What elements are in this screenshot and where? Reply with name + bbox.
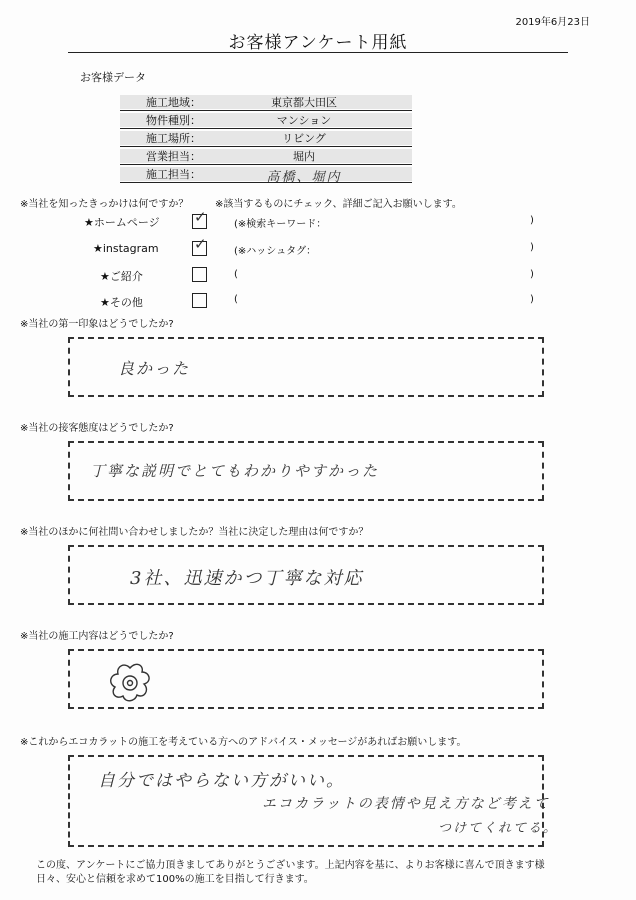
area-value: 東京都大田区 xyxy=(271,96,337,109)
option-homepage-label: ★ホームページ xyxy=(84,216,160,229)
option-other-label: ★その他 xyxy=(100,296,143,309)
area-label: 施工地域： xyxy=(146,96,201,109)
answer-advice-line-3: つけてくれてる。 xyxy=(438,821,559,836)
question-work-quality: ※当社の施工内容はどうでしたか? xyxy=(20,631,174,642)
option-homepage-close: ) xyxy=(530,215,534,226)
option-other-checkbox[interactable] xyxy=(192,293,207,308)
hashtag-field[interactable]: (※ハッシュタグ： xyxy=(234,246,317,257)
other-field[interactable]: ( xyxy=(234,294,238,305)
answer-other-companies: 3社、迅速かつ丁寧な対応 xyxy=(130,568,364,589)
answer-first-impression: 良かった xyxy=(118,359,191,378)
property-value: マンション xyxy=(276,114,332,127)
footer-line-1: この度、アンケートにご協力頂きましてありがとうございます。上記内容を基に、よりお客様に喜んで頂きます様 xyxy=(36,860,545,871)
question-first-impression: ※当社の第一印象はどうでしたか? xyxy=(20,319,174,330)
customer-row-area xyxy=(120,92,412,111)
title-underline xyxy=(68,52,568,53)
question-advice: ※これからエコカラットの施工を考えている方へのアドバイス・メッセージがあればお願いします。 xyxy=(20,737,467,748)
option-referral-close: ) xyxy=(530,269,534,280)
installer-label: 施工担当： xyxy=(146,168,201,181)
customer-row-property xyxy=(120,110,412,129)
page-title: お客様アンケート用紙 xyxy=(228,33,408,53)
check-mark-icon: ✓ xyxy=(194,235,207,253)
sales-label: 営業担当： xyxy=(146,150,201,163)
search-keyword-field[interactable]: (※検索キーワード： xyxy=(234,219,327,230)
property-label: 物件種別： xyxy=(146,114,201,127)
survey-date: 2019年6月23日 xyxy=(515,17,590,28)
option-referral-label: ★ご紹介 xyxy=(100,270,143,283)
flower-doodle-icon xyxy=(106,660,154,704)
footer-line-2: 日々、安心と信頼を求めて100%の施工を目指して行きます。 xyxy=(36,874,314,885)
question-service-attitude: ※当社の接客態度はどうでしたか? xyxy=(20,423,174,434)
question-other-companies: ※当社のほかに何社問い合わせしましたか？当社に決定した理由は何ですか？ xyxy=(20,527,369,538)
location-label: 施工場所： xyxy=(146,132,201,145)
location-value: リビング xyxy=(282,132,326,145)
answer-advice-line-1: 自分ではやらない方がいい。 xyxy=(98,771,345,791)
sales-value: 堀内 xyxy=(293,150,315,163)
answer-advice-line-2: エコカラットの表情や見え方など考えて xyxy=(262,796,550,812)
check-mark-icon: ✓ xyxy=(194,208,207,226)
source-question: ※当社を知ったきっかけは何ですか？ xyxy=(20,199,189,210)
option-instagram-close: ) xyxy=(530,242,534,253)
customer-row-sales xyxy=(120,146,412,165)
customer-row-location xyxy=(120,128,412,147)
customer-row-installer xyxy=(120,164,412,183)
source-instruction: ※該当するものにチェック、詳細ご記入お願いします。 xyxy=(215,199,462,210)
option-instagram-label: ★instagram xyxy=(93,242,159,255)
option-other-close: ) xyxy=(530,294,534,305)
option-referral-checkbox[interactable] xyxy=(192,267,207,282)
referral-field[interactable]: ( xyxy=(234,269,238,280)
installer-value: 高橋、堀内 xyxy=(266,170,342,185)
answer-service-attitude: 丁寧な説明でとてもわかりやすかった xyxy=(90,462,380,480)
customer-data-heading: お客様データ xyxy=(80,71,146,84)
